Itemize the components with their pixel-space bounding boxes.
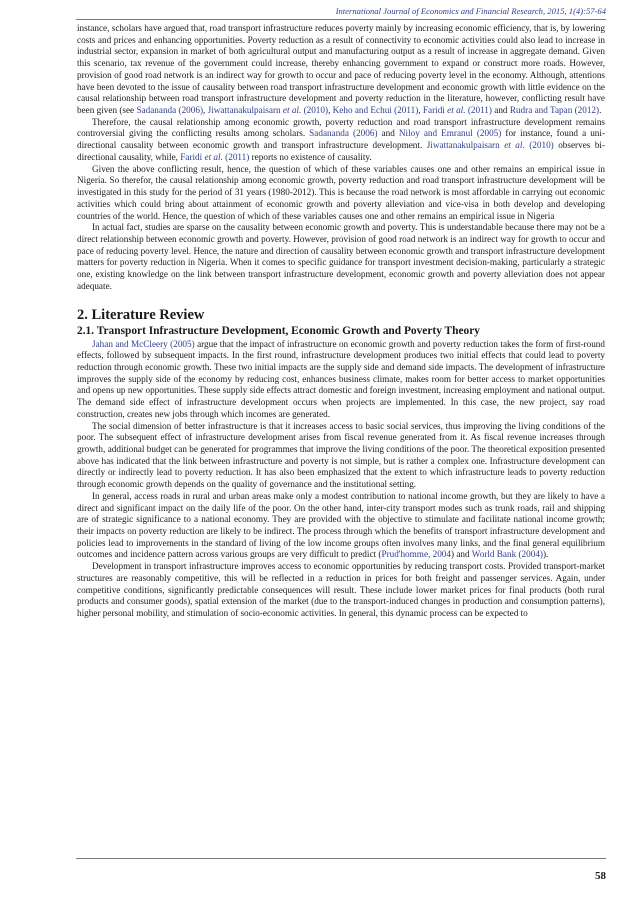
- paragraph-text: Therefore, the causal relationship among economic growth, poverty reduction and road transport infrastructure development remains controversial giving the conflicting results among scholars.: [77, 116, 605, 139]
- paragraph-text: Given the above conflicting result, hence, the question of which of these variables causes one and other remains an empirical issue in Nigeria. So therefor, the causal relationship among economic growth, poverty reduction and road transport infrastructure development will be investigated in this study for the period of 31 years (1980-2012). This is because the road network is most affordable in carrying out economic activities which could bring about attainment of economic growth and poverty alleviation and vice-visa in both develop and developing countries of the world. Hence, the question of which of these variables causes one and other remains an empirical issue in Nigeria: [77, 163, 605, 221]
- paragraph-text: .: [599, 105, 602, 116]
- literature-review-section: [77, 339, 605, 620]
- citation-link[interactable]: Sadananda (2006): [309, 128, 378, 139]
- paragraph-text: ,: [203, 105, 208, 116]
- citation-link[interactable]: et al.: [504, 140, 525, 151]
- citation-link[interactable]: Keho and Echui (2011): [332, 105, 419, 116]
- citation-link[interactable]: Prud'homme, 2004: [381, 549, 451, 560]
- citation-link[interactable]: World Bank (2004): [471, 549, 543, 560]
- citation-link[interactable]: et al.: [447, 105, 466, 116]
- paragraph: [77, 164, 605, 223]
- citation-link[interactable]: et al.: [204, 151, 223, 162]
- citation-link[interactable]: Jiwattanakulpaisarn: [426, 140, 500, 151]
- citation-link[interactable]: Sadananda (2006): [136, 105, 204, 116]
- paragraph-text: and: [377, 128, 399, 139]
- paragraph-text: and: [491, 105, 510, 116]
- intro-section: [77, 23, 605, 293]
- paragraph-text: instance, scholars have argued that, road transport infrastructure reduces poverty mainly by increasing economic efficiency, that is, by lowering costs and prices and enhancing opportunities. Poverty reduction as a result of connectivity to economic activities could also lead to increase in industrial sector, expansion in market of both agricultural output and manufacturing output as a result of increase in aggregate demand. Given this scenario, tax revenue of the government could increase, thereby enhancing government to expand or construct more roads. However, provision of good road network is an indirect way for growth to occur and pace of reducing poverty level in the economy. Although, attentions have been devoted to the issue of causality between road transport infrastructure development and economic growth with little evidence on the causal relationship between road transport infrastructure development and poverty reduction in the literature, however, conflicting result have been given (see: [77, 23, 605, 116]
- header-rule: [76, 19, 606, 20]
- paragraph-text: reports no existence of causality.: [249, 151, 372, 162]
- citation-link[interactable]: Faridi: [422, 105, 445, 116]
- paragraph-text: ).: [542, 549, 549, 560]
- paragraph: [77, 117, 605, 164]
- citation-link[interactable]: (2011): [225, 151, 250, 162]
- journal-name: International Journal of Economics and Financial Research: [335, 6, 543, 16]
- footer-rule: [76, 858, 606, 859]
- paragraph-text: observes bi-directional causality, while,: [77, 140, 606, 162]
- paragraph-text: In actual fact, studies are sparse on the causality between economic growth and poverty. This is understandable because there may not be a direct relationship between economic growth and poverty. However, provision of good road network is an indirect way for growth to occur and pace of reducing poverty level. Hence, the nature and direction of causality between economic growth and transport infrastructure development matters for poverty reduction in Nigeria. When it comes to specific guidance for transport investment decision-making, particularly a strategic one, existing knowledge on the link between transport infrastructure development, economic growth and poverty alleviation does not appear adequate.: [77, 222, 605, 291]
- citation-link[interactable]: Jiwattanakulpaisarn: [207, 105, 281, 116]
- paragraph-text: Development in transport infrastructure improves access to economic opportunities by reducing transport costs. Provided transport-market structures are reasonably competitive, this will be reflected in a reduction in prices for both freight and passenger services. Again, under competitive conditions, significantly predictable consequences will result. These include lower market prices for final products (both rural products and consumer goods), spatial extension of the market (due to the transport-induced changes in production and consumption patterns), higher personal mobility, and stimulation of socio-economic activities. In general, this dynamic process can be expected to: [77, 561, 605, 619]
- paragraph-text: In general, access roads in rural and urban areas make only a modest contribution to national income growth, but they are likely to have a direct and significant impact on the daily life of the poor. On the other hand, inter-city transport modes such as trunk roads, rail and shipping are of strategic significance to a national economy. They are provided with the objective to stimulate and facilitate national income growth; their impacts on poverty reduction are likely to be indirect. The process through which the benefits of transport infrastructure development and policies lead to improvements in the standard of living of the low income groups often involves many links, and the final general equilibrium outcomes and incidence pattern across various groups are very difficult to predict (: [77, 490, 605, 560]
- paragraph: [77, 561, 605, 620]
- paragraph-text: ,: [418, 105, 423, 116]
- paragraph-text: ) and: [451, 549, 472, 560]
- citation-link[interactable]: Niloy and Emranul (2005): [398, 128, 502, 139]
- paragraph: [77, 222, 605, 292]
- paragraph: [77, 421, 605, 491]
- citation-link[interactable]: Jahan and McCleery (2005): [92, 338, 195, 349]
- article-body: [77, 23, 605, 620]
- paragraph-text: The social dimension of better infrastructure is that it increases access to basic social services, thus improving the living conditions of the poor. The subsequent effect of infrastructure development arises from fiscal revenue generated from it. As fiscal revenue increases through growth, additional budget can be generated for programmes that improve the living conditions of the poor. The theoretical exposition presented above has indicated that the link between infrastructure and poverty is not simple, but is rather a complex one. Infrastructure development can directly or indirectly lead to poverty reduction. It has also been emphasized that the extent to which infrastructure leads to poverty reduction through economic growth depends on the quality of governance and the institutional setting.: [77, 420, 605, 490]
- citation-link[interactable]: (2011): [467, 105, 492, 116]
- citation-link[interactable]: Faridi: [180, 151, 203, 162]
- paragraph: [77, 23, 605, 117]
- citation-link[interactable]: Rudra and Tapan (2012): [509, 105, 600, 116]
- citation-link[interactable]: et al.: [282, 105, 302, 116]
- citation-link[interactable]: (2010): [303, 105, 329, 116]
- paragraph-text: for instance, found a uni-directional causality between economic growth and transport infrastructure development.: [77, 128, 605, 151]
- page-number: 58: [595, 870, 606, 882]
- section-heading: 2. Literature Review: [77, 306, 205, 323]
- running-header: [336, 6, 606, 16]
- subsection-heading: 2.1. Transport Infrastructure Development, Economic Growth and Poverty Theory: [77, 324, 480, 337]
- paragraph: [77, 491, 605, 561]
- citation-link[interactable]: (2010): [529, 140, 554, 151]
- journal-citation: , 2015, 1(4):57-64: [542, 6, 606, 16]
- paragraph-text: ,: [328, 105, 333, 116]
- paragraph: [77, 339, 605, 421]
- paragraph-text: argue that the impact of infrastructure on economic growth and poverty reduction takes the form of first-round effects, followed by subsequent impacts. In the first round, infrastructure development produces two initial effects that could lead to poverty reduction through economic growth. These two initial impacts are the supply side and demand side impacts. The development of infrastructure improves the supply side of the economy by reducing cost, enhances business climate, makes room for better access to market opportunities and opens up new opportunities. These supply side effects attract domestic and foreign investment, increasing employment and national output. The demand side effect of infrastructure development occurs when projects are implemented. In this case, the new project, say road construction, creates new jobs through which incomes are generated.: [77, 338, 605, 419]
